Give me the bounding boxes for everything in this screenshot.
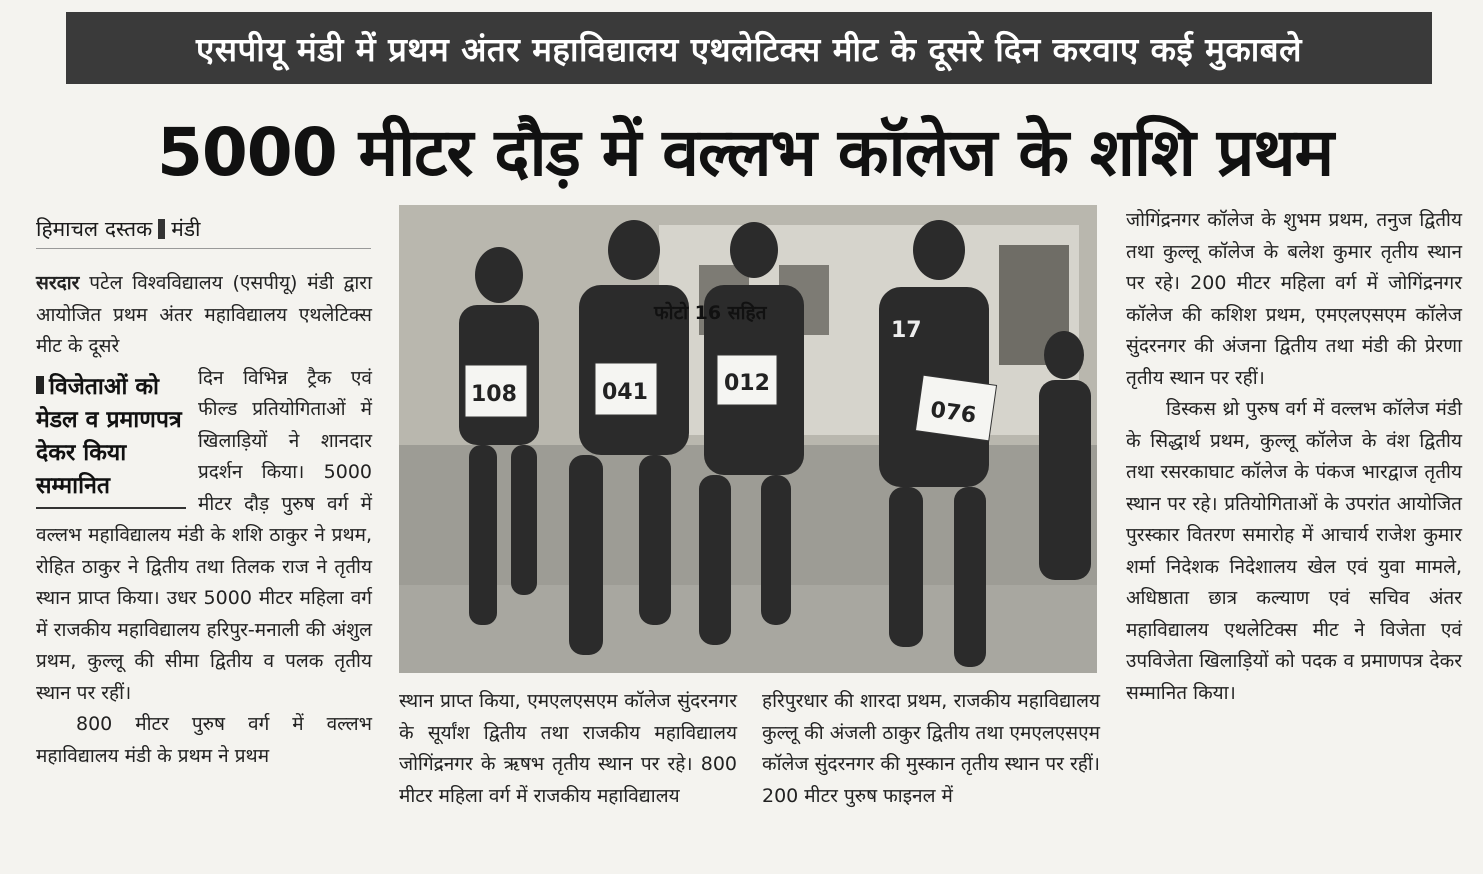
subhead-box xyxy=(36,371,186,509)
col2-text: स्थान प्राप्त किया, एमएलएसएम कॉलेज सुंदरनगर के सूर्यांश द्वितीय तथा राजकीय महाविद्यालय जोगिंद्रनगर के ऋषभ तृतीय स्थान पर रहे। 800 मीटर महिला वर्ग में राजकीय महाविद्यालय xyxy=(399,690,737,807)
col1-paragraph-1 xyxy=(36,268,372,363)
subhead-text: विजेताओं को मेडल व प्रमाणपत्र देकर किया सम्मानित xyxy=(36,373,182,499)
kicker-banner xyxy=(66,12,1432,84)
byline-place: मंडी xyxy=(171,217,201,241)
byline xyxy=(36,210,371,249)
col1-top-text: पटेल विश्वविद्यालय (एसपीयू) मंडी द्वारा आयोजित प्रथम अंतर महाविद्यालय एथलेटिक्स मीट के दूसरे xyxy=(36,272,372,357)
col1-wrap-text: दिन विभिन्न ट्रैक एवं फील्ड प्रतियोगिताओं में खिलाड़ियों ने शानदार प्रदर्शन किया। 5000 मीटर दौड़ पुरुष वर्ग में वल्लभ महाविद्यालय मंडी के शशि ठाकुर ने प्रथम, रोहित ठाकुर ने द्वितीय तथा तिलक राज ने तृतीय स्थान प्राप्त किया। उधर 5000 मीटर महिला वर्ग में राजकीय महाविद्यालय हरिपुर-मनाली की अंशुल प्रथम, कुल्लू की सीमा द्वितीय व पलक तृतीय स्थान पर रहीं। xyxy=(36,366,372,704)
headline: 5000 मीटर दौड़ में वल्लभ कॉलेज के शशि प्रथम xyxy=(156,114,1334,191)
bib-2: 041 xyxy=(602,380,648,405)
article-column-4 xyxy=(1126,205,1462,709)
article-column-2 xyxy=(399,686,737,812)
byline-separator-icon xyxy=(158,219,165,239)
photo-caption: फोटो 16 सहित xyxy=(654,302,767,324)
runners-illustration xyxy=(399,205,1097,673)
col4-paragraph-1: जोगिंद्रनगर कॉलेज के शुभम प्रथम, तनुज द्वितीय तथा कुल्लू कॉलेज के बलेश कुमार तृतीय स्थान पर रहे। 200 मीटर महिला वर्ग में जोगिंद्रनगर कॉलेज की कशिश प्रथम, एमएलएसएम कॉलेज सुंदरनगर की अंजना द्वितीय तथा मंडी की प्रेरणा तृतीय स्थान पर रहीं। xyxy=(1126,209,1462,389)
col3-text: हरिपुरधार की शारदा प्रथम, राजकीय महाविद्यालय कुल्लू की अंजली ठाकुर द्वितीय तथा एमएलएसएम कॉलेज सुंदरनगर की मुस्कान तृतीय स्थान पर रहीं। 200 मीटर पुरुष फाइनल में xyxy=(762,690,1100,807)
subhead-bullet-icon xyxy=(36,376,44,394)
article-column-1 xyxy=(36,268,372,772)
byline-source: हिमाचल दस्तक xyxy=(36,217,153,241)
bib-3: 012 xyxy=(724,371,770,396)
bib-5: 076 xyxy=(928,397,978,429)
col4-paragraph-2: डिस्कस थ्रो पुरुष वर्ग में वल्लभ कॉलेज मंडी के सिद्धार्थ प्रथम, कुल्लू कॉलेज के वंश द्वितीय तथा रसरकाघाट कॉलेज के पंकज भारद्वाज तृतीय स्थान पर रहे। प्रतियोगिताओं के उपरांत आयोजित पुरस्कार वितरण समारोह में आचार्य राजेश कुमार शर्मा निदेशक निदेशालय खेल एवं युवा मामले, अधिष्ठाता छात्र कल्याण एवं सचिव अंतर महाविद्यालय एथलेटिक्स मीट ने विजेता एवं उपविजेता खिलाड़ियों को पदक व प्रमाणपत्र देकर सम्मानित किया। xyxy=(1126,398,1462,704)
kicker-text: एसपीयू मंडी में प्रथम अंतर महाविद्यालय एथलेटिक्स मीट के दूसरे दिन करवाए कई मुकाबले xyxy=(195,29,1302,69)
bib-4: 17 xyxy=(891,318,922,343)
lead-word: सरदार xyxy=(36,272,80,294)
bib-1: 108 xyxy=(471,382,517,407)
col1-paragraph-2: 800 मीटर पुरुष वर्ग में वल्लभ महाविद्यालय मंडी के प्रथम ने प्रथम xyxy=(36,713,372,767)
article-column-3 xyxy=(762,686,1100,812)
race-photo xyxy=(399,205,1097,673)
